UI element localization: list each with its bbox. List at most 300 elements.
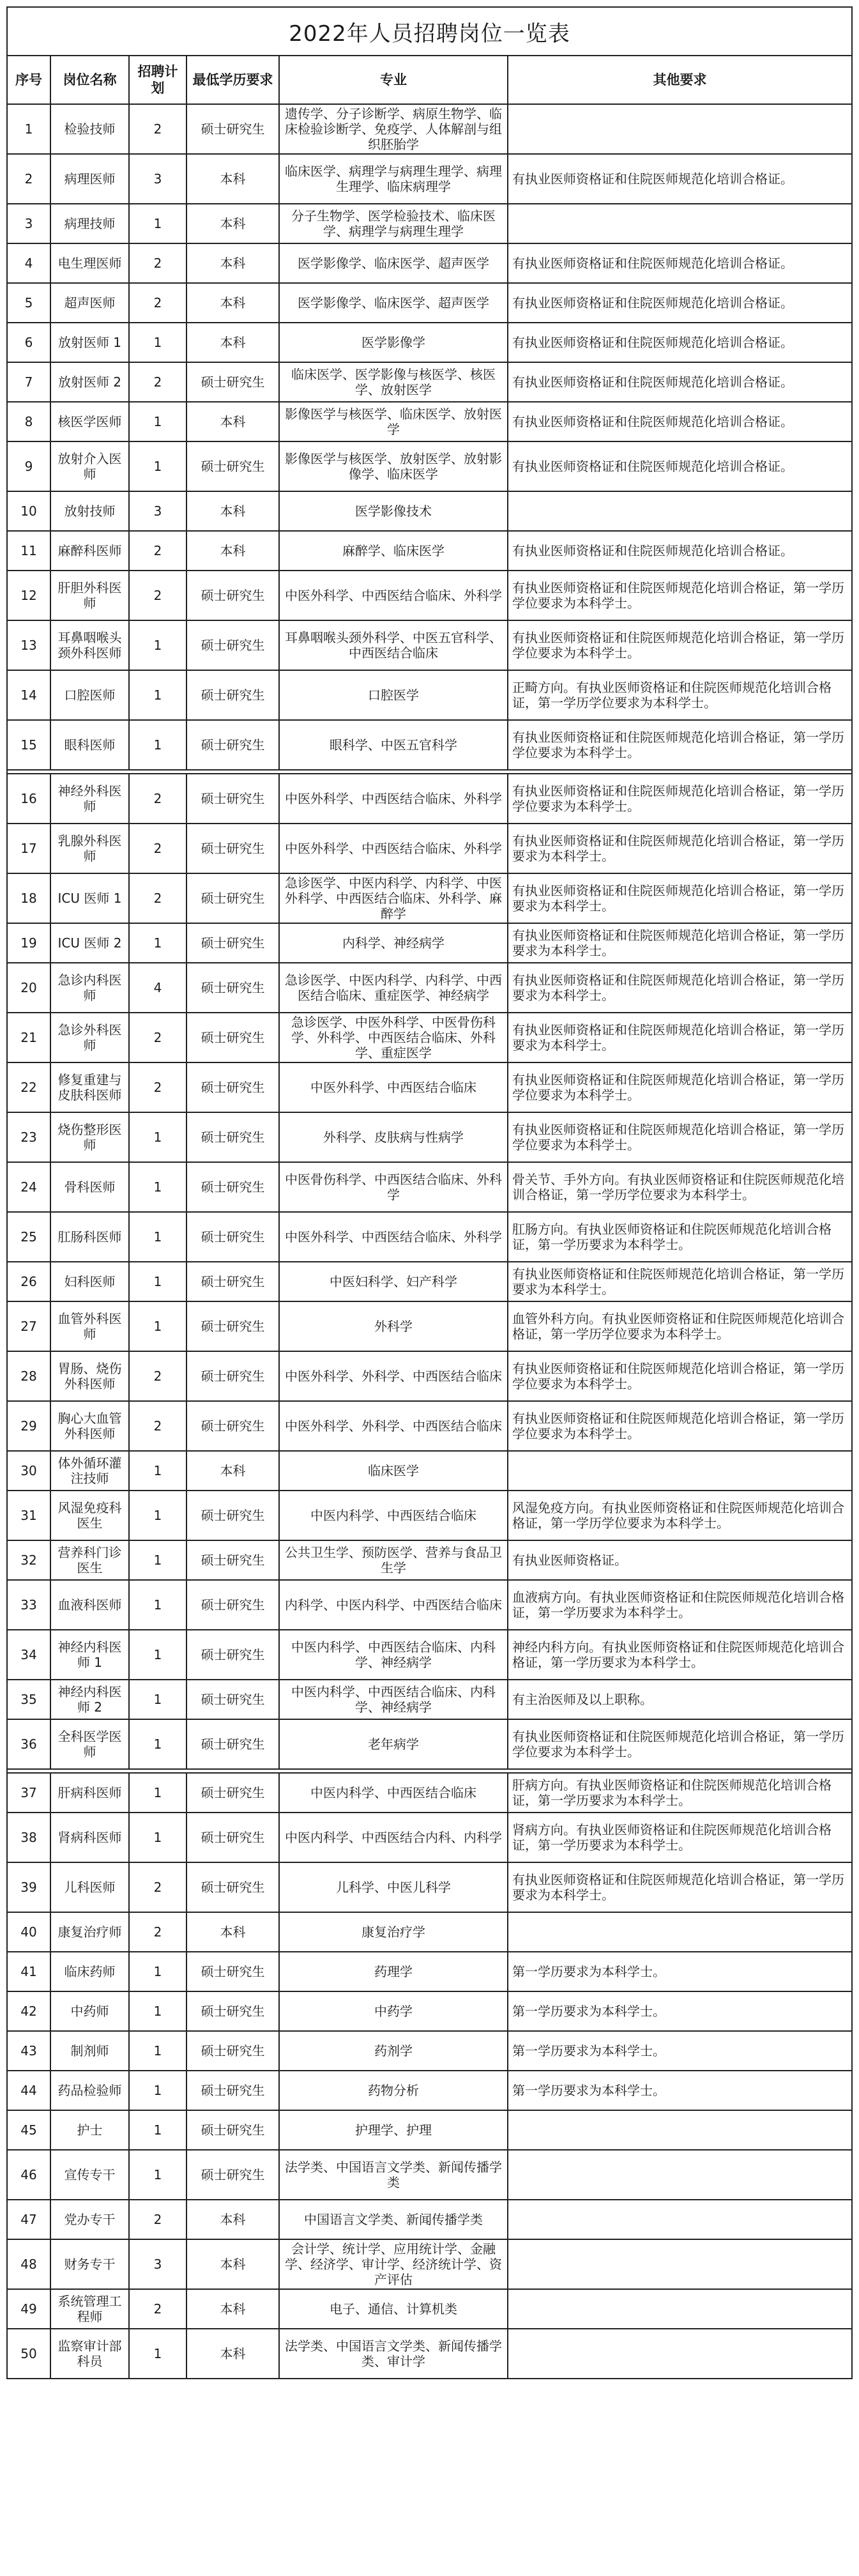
row-education: 硕士研究生 [186, 104, 279, 154]
table-row [7, 104, 852, 154]
row-no: 5 [7, 283, 50, 323]
row-plan: 1 [129, 720, 186, 770]
row-post: ICU 医师 2 [50, 923, 129, 963]
row-other: 神经内科方向。有执业医师资格证和住院医师规范化培训合格证，第一学历要求为本科学士。 [508, 1630, 852, 1680]
row-education: 硕士研究生 [186, 1580, 279, 1630]
row-plan: 1 [129, 1212, 186, 1262]
row-post: 临床药师 [50, 1952, 129, 1991]
table-row [7, 323, 852, 362]
row-no: 34 [7, 1630, 50, 1680]
row-education: 硕士研究生 [186, 1862, 279, 1912]
row-major: 中医外科学、中西医结合临床、外科学 [279, 1212, 508, 1262]
row-major: 外科学、皮肤病与性病学 [279, 1112, 508, 1162]
row-no: 44 [7, 2071, 50, 2110]
row-plan: 3 [129, 2239, 186, 2289]
row-post: 药品检验师 [50, 2071, 129, 2110]
row-other: 第一学历要求为本科学士。 [508, 2071, 852, 2110]
row-major: 内科学、中医内科学、中西医结合临床 [279, 1580, 508, 1630]
row-other [508, 1912, 852, 1952]
row-major: 影像医学与核医学、放射医学、放射影像学、临床医学 [279, 441, 508, 491]
row-education: 硕士研究生 [186, 873, 279, 923]
row-post: 麻醉科医师 [50, 531, 129, 571]
row-education: 硕士研究生 [186, 1212, 279, 1262]
table-row [7, 204, 852, 243]
table-row [7, 441, 852, 491]
row-post: 宣传专干 [50, 2150, 129, 2200]
table-row [7, 531, 852, 571]
row-education: 硕士研究生 [186, 1491, 279, 1540]
row-major: 药物分析 [279, 2071, 508, 2110]
row-no: 23 [7, 1112, 50, 1162]
row-other: 正畸方向。有执业医师资格证和住院医师规范化培训合格证，第一学历学位要求为本科学士。 [508, 670, 852, 720]
row-major: 中医内科学、中西医结合临床、内科学、神经病学 [279, 1630, 508, 1680]
row-other: 第一学历要求为本科学士。 [508, 1952, 852, 1991]
row-major: 会计学、统计学、应用统计学、金融学、经济学、审计学、经济统计学、资产评估 [279, 2239, 508, 2289]
row-post: 胃肠、烧伤外科医师 [50, 1351, 129, 1401]
row-other [508, 1451, 852, 1491]
row-post: 乳腺外科医师 [50, 824, 129, 873]
row-major: 中医外科学、外科学、中西医结合临床 [279, 1401, 508, 1451]
header-post: 岗位名称 [50, 56, 129, 104]
table-row [7, 402, 852, 441]
row-other: 有执业医师资格证和住院医师规范化培训合格证，第一学历学位要求为本科学士。 [508, 571, 852, 620]
row-post: 监察审计部科员 [50, 2329, 129, 2379]
row-plan: 2 [129, 873, 186, 923]
row-major: 护理学、护理 [279, 2110, 508, 2150]
row-major: 医学影像学、临床医学、超声医学 [279, 283, 508, 323]
row-no: 35 [7, 1680, 50, 1719]
row-other: 风湿免疫方向。有执业医师资格证和住院医师规范化培训合格证，第一学历学位要求为本科学士。 [508, 1491, 852, 1540]
row-plan: 1 [129, 620, 186, 670]
row-no: 47 [7, 2200, 50, 2239]
row-no: 30 [7, 1451, 50, 1491]
row-no: 17 [7, 824, 50, 873]
row-no: 6 [7, 323, 50, 362]
row-major: 中医外科学、中西医结合临床、外科学 [279, 824, 508, 873]
row-plan: 1 [129, 402, 186, 441]
table-row [7, 620, 852, 670]
row-plan: 1 [129, 204, 186, 243]
row-education: 硕士研究生 [186, 774, 279, 824]
row-plan: 1 [129, 1719, 186, 1769]
row-major: 急诊医学、中医外科学、中医骨伤科学、外科学、中西医结合临床、外科学、重症医学 [279, 1013, 508, 1062]
row-other: 第一学历要求为本科学士。 [508, 2031, 852, 2071]
row-no: 28 [7, 1351, 50, 1401]
row-plan: 1 [129, 1162, 186, 1212]
row-education: 硕士研究生 [186, 1719, 279, 1769]
row-education: 硕士研究生 [186, 1540, 279, 1580]
row-major: 中医外科学、中西医结合临床、外科学 [279, 774, 508, 824]
row-plan: 1 [129, 1540, 186, 1580]
row-major: 公共卫生学、预防医学、营养与食品卫生学 [279, 1540, 508, 1580]
row-no: 24 [7, 1162, 50, 1212]
table-row [7, 2110, 852, 2150]
row-education: 本科 [186, 491, 279, 531]
row-plan: 1 [129, 1262, 186, 1301]
row-no: 18 [7, 873, 50, 923]
row-other: 有执业医师资格证和住院医师规范化培训合格证，第一学历学位要求为本科学士。 [508, 774, 852, 824]
row-plan: 1 [129, 2071, 186, 2110]
row-other [508, 491, 852, 531]
table-row [7, 720, 852, 770]
row-post: 肾病科医师 [50, 1813, 129, 1862]
row-no: 1 [7, 104, 50, 154]
row-post: 制剂师 [50, 2031, 129, 2071]
row-plan: 2 [129, 362, 186, 402]
row-major: 临床医学、病理学与病理生理学、病理生理学、临床病理学 [279, 154, 508, 204]
row-plan: 1 [129, 2031, 186, 2071]
row-plan: 1 [129, 1680, 186, 1719]
row-other: 有执业医师资格证和住院医师规范化培训合格证，第一学历要求为本科学士。 [508, 1262, 852, 1301]
row-post: 放射介入医师 [50, 441, 129, 491]
row-other [508, 104, 852, 154]
row-education: 硕士研究生 [186, 441, 279, 491]
row-plan: 2 [129, 774, 186, 824]
row-other: 血管外科方向。有执业医师资格证和住院医师规范化培训合格证，第一学历学位要求为本科学士。 [508, 1301, 852, 1351]
row-post: 风湿免疫科医生 [50, 1491, 129, 1540]
row-other: 有执业医师资格证和住院医师规范化培训合格证，第一学历学位要求为本科学士。 [508, 1719, 852, 1769]
row-other [508, 2289, 852, 2329]
row-no: 12 [7, 571, 50, 620]
row-education: 硕士研究生 [186, 1162, 279, 1212]
table-row [7, 1719, 852, 1769]
row-post: 眼科医师 [50, 720, 129, 770]
table-row [7, 923, 852, 963]
row-other: 有主治医师及以上职称。 [508, 1680, 852, 1719]
header-education: 最低学历要求 [186, 56, 279, 104]
row-major: 中医妇科学、妇产科学 [279, 1262, 508, 1301]
row-post: 病理技师 [50, 204, 129, 243]
row-other: 有执业医师资格证和住院医师规范化培训合格证，第一学历学位要求为本科学士。 [508, 1401, 852, 1451]
table-row [7, 1212, 852, 1262]
row-no: 48 [7, 2239, 50, 2289]
header-other: 其他要求 [508, 56, 852, 104]
row-education: 本科 [186, 283, 279, 323]
row-major: 康复治疗学 [279, 1912, 508, 1952]
row-other: 肝病方向。有执业医师资格证和住院医师规范化培训合格证，第一学历要求为本科学士。 [508, 1773, 852, 1813]
row-major: 中国语言文学类、新闻传播学类 [279, 2200, 508, 2239]
row-plan: 1 [129, 1112, 186, 1162]
row-post: 口腔医师 [50, 670, 129, 720]
table-row [7, 2329, 852, 2379]
row-no: 33 [7, 1580, 50, 1630]
row-post: 血液科医师 [50, 1580, 129, 1630]
row-post: 肝病科医师 [50, 1773, 129, 1813]
row-post: 党办专干 [50, 2200, 129, 2239]
row-post: 放射医师 1 [50, 323, 129, 362]
row-major: 急诊医学、中医内科学、内科学、中医外科学、中西医结合临床、外科学、麻醉学 [279, 873, 508, 923]
row-post: 烧伤整形医师 [50, 1112, 129, 1162]
table-row [7, 774, 852, 824]
header-major: 专业 [279, 56, 508, 104]
row-post: 耳鼻咽喉头颈外科医师 [50, 620, 129, 670]
row-other: 有执业医师资格证和住院医师规范化培训合格证。 [508, 441, 852, 491]
row-other [508, 204, 852, 243]
row-no: 46 [7, 2150, 50, 2200]
row-education: 硕士研究生 [186, 824, 279, 873]
table-row [7, 1112, 852, 1162]
row-post: 康复治疗师 [50, 1912, 129, 1952]
row-post: 检验技师 [50, 104, 129, 154]
row-education: 硕士研究生 [186, 2150, 279, 2200]
table-row [7, 2150, 852, 2200]
table-row [7, 154, 852, 204]
row-plan: 2 [129, 283, 186, 323]
table-row [7, 1813, 852, 1862]
row-other: 有执业医师资格证和住院医师规范化培训合格证。 [508, 243, 852, 283]
row-education: 硕士研究生 [186, 1991, 279, 2031]
row-plan: 2 [129, 1351, 186, 1401]
table-row [7, 1451, 852, 1491]
row-plan: 1 [129, 2329, 186, 2379]
row-education: 本科 [186, 531, 279, 571]
row-education: 硕士研究生 [186, 1401, 279, 1451]
row-post: 超声医师 [50, 283, 129, 323]
row-major: 老年病学 [279, 1719, 508, 1769]
row-major: 法学类、中国语言文学类、新闻传播学类 [279, 2150, 508, 2200]
row-plan: 1 [129, 1301, 186, 1351]
row-other: 肾病方向。有执业医师资格证和住院医师规范化培训合格证，第一学历要求为本科学士。 [508, 1813, 852, 1862]
table-row [7, 1162, 852, 1212]
row-plan: 1 [129, 923, 186, 963]
row-other [508, 2200, 852, 2239]
table-row [7, 873, 852, 923]
row-plan: 1 [129, 670, 186, 720]
row-major: 外科学 [279, 1301, 508, 1351]
row-major: 影像医学与核医学、临床医学、放射医学 [279, 402, 508, 441]
row-no: 20 [7, 963, 50, 1013]
row-no: 3 [7, 204, 50, 243]
row-no: 22 [7, 1062, 50, 1112]
row-education: 本科 [186, 204, 279, 243]
row-education: 本科 [186, 2200, 279, 2239]
row-major: 电子、通信、计算机类 [279, 2289, 508, 2329]
row-other: 有执业医师资格证和住院医师规范化培训合格证，第一学历要求为本科学士。 [508, 963, 852, 1013]
row-education: 硕士研究生 [186, 963, 279, 1013]
row-post: 修复重建与皮肤科医师 [50, 1062, 129, 1112]
table-row [7, 1912, 852, 1952]
table-row [7, 243, 852, 283]
row-no: 26 [7, 1262, 50, 1301]
row-education: 硕士研究生 [186, 1680, 279, 1719]
row-post: 放射医师 2 [50, 362, 129, 402]
row-no: 15 [7, 720, 50, 770]
row-no: 4 [7, 243, 50, 283]
row-other [508, 2329, 852, 2379]
row-major: 医学影像学 [279, 323, 508, 362]
row-other: 血液病方向。有执业医师资格证和住院医师规范化培训合格证，第一学历要求为本科学士。 [508, 1580, 852, 1630]
table-row [7, 2200, 852, 2239]
row-post: 财务专干 [50, 2239, 129, 2289]
table-row [7, 824, 852, 873]
row-plan: 2 [129, 571, 186, 620]
row-no: 27 [7, 1301, 50, 1351]
row-other: 有执业医师资格证和住院医师规范化培训合格证。 [508, 362, 852, 402]
table-row [7, 1262, 852, 1301]
row-major: 药剂学 [279, 2031, 508, 2071]
row-plan: 2 [129, 104, 186, 154]
row-other: 有执业医师资格证和住院医师规范化培训合格证，第一学历学位要求为本科学士。 [508, 1062, 852, 1112]
table-row [7, 1580, 852, 1630]
row-no: 14 [7, 670, 50, 720]
row-education: 硕士研究生 [186, 1112, 279, 1162]
row-major: 中医外科学、外科学、中西医结合临床 [279, 1351, 508, 1401]
table-row [7, 1680, 852, 1719]
row-major: 耳鼻咽喉头颈外科学、中医五官科学、中西医结合临床 [279, 620, 508, 670]
table-row [7, 571, 852, 620]
row-plan: 1 [129, 1991, 186, 2031]
row-post: 核医学医师 [50, 402, 129, 441]
row-major: 临床医学 [279, 1451, 508, 1491]
row-education: 硕士研究生 [186, 1062, 279, 1112]
row-no: 2 [7, 154, 50, 204]
row-education: 本科 [186, 1451, 279, 1491]
row-other: 第一学历要求为本科学士。 [508, 1991, 852, 2031]
header-no: 序号 [7, 56, 50, 104]
row-post: 妇科医师 [50, 1262, 129, 1301]
row-no: 25 [7, 1212, 50, 1262]
row-post: 病理医师 [50, 154, 129, 204]
row-no: 38 [7, 1813, 50, 1862]
row-no: 42 [7, 1991, 50, 2031]
row-major: 中医内科学、中西医结合内科、内科学 [279, 1813, 508, 1862]
row-education: 本科 [186, 1912, 279, 1952]
table-row [7, 283, 852, 323]
table-row [7, 1062, 852, 1112]
table-row [7, 1301, 852, 1351]
row-plan: 1 [129, 1580, 186, 1630]
row-plan: 2 [129, 243, 186, 283]
row-other: 肛肠方向。有执业医师资格证和住院医师规范化培训合格证，第一学历要求为本科学士。 [508, 1212, 852, 1262]
row-post: 体外循环灌注技师 [50, 1451, 129, 1491]
row-plan: 2 [129, 1912, 186, 1952]
row-no: 11 [7, 531, 50, 571]
row-other: 有执业医师资格证。 [508, 1540, 852, 1580]
row-plan: 2 [129, 531, 186, 571]
table-row [7, 670, 852, 720]
row-post: 骨科医师 [50, 1162, 129, 1212]
row-major: 急诊医学、中医内科学、内科学、中西医结合临床、重症医学、神经病学 [279, 963, 508, 1013]
row-other: 有执业医师资格证和住院医师规范化培训合格证。 [508, 323, 852, 362]
row-education: 本科 [186, 2329, 279, 2379]
table-row [7, 2031, 852, 2071]
row-major: 麻醉学、临床医学 [279, 531, 508, 571]
row-no: 13 [7, 620, 50, 670]
row-education: 硕士研究生 [186, 620, 279, 670]
row-other: 有执业医师资格证和住院医师规范化培训合格证，第一学历要求为本科学士。 [508, 1862, 852, 1912]
row-no: 9 [7, 441, 50, 491]
row-education: 本科 [186, 243, 279, 283]
row-education: 硕士研究生 [186, 1301, 279, 1351]
row-no: 31 [7, 1491, 50, 1540]
row-no: 36 [7, 1719, 50, 1769]
row-plan: 1 [129, 1813, 186, 1862]
row-major: 医学影像技术 [279, 491, 508, 531]
row-plan: 1 [129, 1451, 186, 1491]
row-education: 硕士研究生 [186, 1813, 279, 1862]
row-post: 血管外科医师 [50, 1301, 129, 1351]
row-plan: 3 [129, 154, 186, 204]
row-plan: 3 [129, 491, 186, 531]
table-row [7, 1952, 852, 1991]
row-other [508, 2110, 852, 2150]
row-plan: 2 [129, 2200, 186, 2239]
row-other: 有执业医师资格证和住院医师规范化培训合格证。 [508, 283, 852, 323]
table-row [7, 1351, 852, 1401]
row-no: 50 [7, 2329, 50, 2379]
row-no: 45 [7, 2110, 50, 2150]
table-row [7, 2289, 852, 2329]
row-major: 临床医学、医学影像与核医学、核医学、放射医学 [279, 362, 508, 402]
table-row [7, 1491, 852, 1540]
row-plan: 2 [129, 1401, 186, 1451]
row-other [508, 2150, 852, 2200]
row-education: 硕士研究生 [186, 923, 279, 963]
row-plan: 2 [129, 2289, 186, 2329]
row-plan: 2 [129, 1862, 186, 1912]
table-row [7, 2239, 852, 2289]
row-post: 急诊内科医师 [50, 963, 129, 1013]
row-plan: 1 [129, 1491, 186, 1540]
row-plan: 4 [129, 963, 186, 1013]
row-other: 有执业医师资格证和住院医师规范化培训合格证，第一学历学位要求为本科学士。 [508, 1112, 852, 1162]
row-education: 硕士研究生 [186, 1351, 279, 1401]
recruitment-table [6, 55, 853, 2379]
row-other: 有执业医师资格证和住院医师规范化培训合格证，第一学历学位要求为本科学士。 [508, 1351, 852, 1401]
row-major: 中医外科学、中西医结合临床 [279, 1062, 508, 1112]
row-education: 硕士研究生 [186, 720, 279, 770]
row-no: 21 [7, 1013, 50, 1062]
row-major: 中医骨伤科学、中西医结合临床、外科学 [279, 1162, 508, 1212]
table-row [7, 1401, 852, 1451]
row-post: 系统管理工程师 [50, 2289, 129, 2329]
row-education: 硕士研究生 [186, 670, 279, 720]
table-row [7, 491, 852, 531]
row-no: 37 [7, 1773, 50, 1813]
row-post: 全科医学医师 [50, 1719, 129, 1769]
row-post: 儿科医师 [50, 1862, 129, 1912]
row-other: 有执业医师资格证和住院医师规范化培训合格证，第一学历要求为本科学士。 [508, 873, 852, 923]
table-header-row [7, 56, 852, 104]
row-no: 40 [7, 1912, 50, 1952]
row-plan: 1 [129, 2110, 186, 2150]
row-education: 硕士研究生 [186, 571, 279, 620]
row-other: 有执业医师资格证和住院医师规范化培训合格证。 [508, 154, 852, 204]
row-no: 32 [7, 1540, 50, 1580]
row-plan: 2 [129, 824, 186, 873]
row-plan: 1 [129, 2150, 186, 2200]
row-post: 急诊外科医师 [50, 1013, 129, 1062]
row-no: 39 [7, 1862, 50, 1912]
row-major: 口腔医学 [279, 670, 508, 720]
row-plan: 2 [129, 1062, 186, 1112]
row-plan: 1 [129, 441, 186, 491]
table-row [7, 362, 852, 402]
row-major: 药理学 [279, 1952, 508, 1991]
row-plan: 1 [129, 323, 186, 362]
row-post: ICU 医师 1 [50, 873, 129, 923]
row-major: 法学类、中国语言文学类、新闻传播学类、审计学 [279, 2329, 508, 2379]
header-plan: 招聘计划 [129, 56, 186, 104]
row-education: 硕士研究生 [186, 1013, 279, 1062]
row-education: 硕士研究生 [186, 2071, 279, 2110]
row-major: 中医内科学、中西医结合临床 [279, 1773, 508, 1813]
table-row [7, 1540, 852, 1580]
table-row [7, 1991, 852, 2031]
row-post: 放射技师 [50, 491, 129, 531]
table-row [7, 1013, 852, 1062]
row-major: 医学影像学、临床医学、超声医学 [279, 243, 508, 283]
